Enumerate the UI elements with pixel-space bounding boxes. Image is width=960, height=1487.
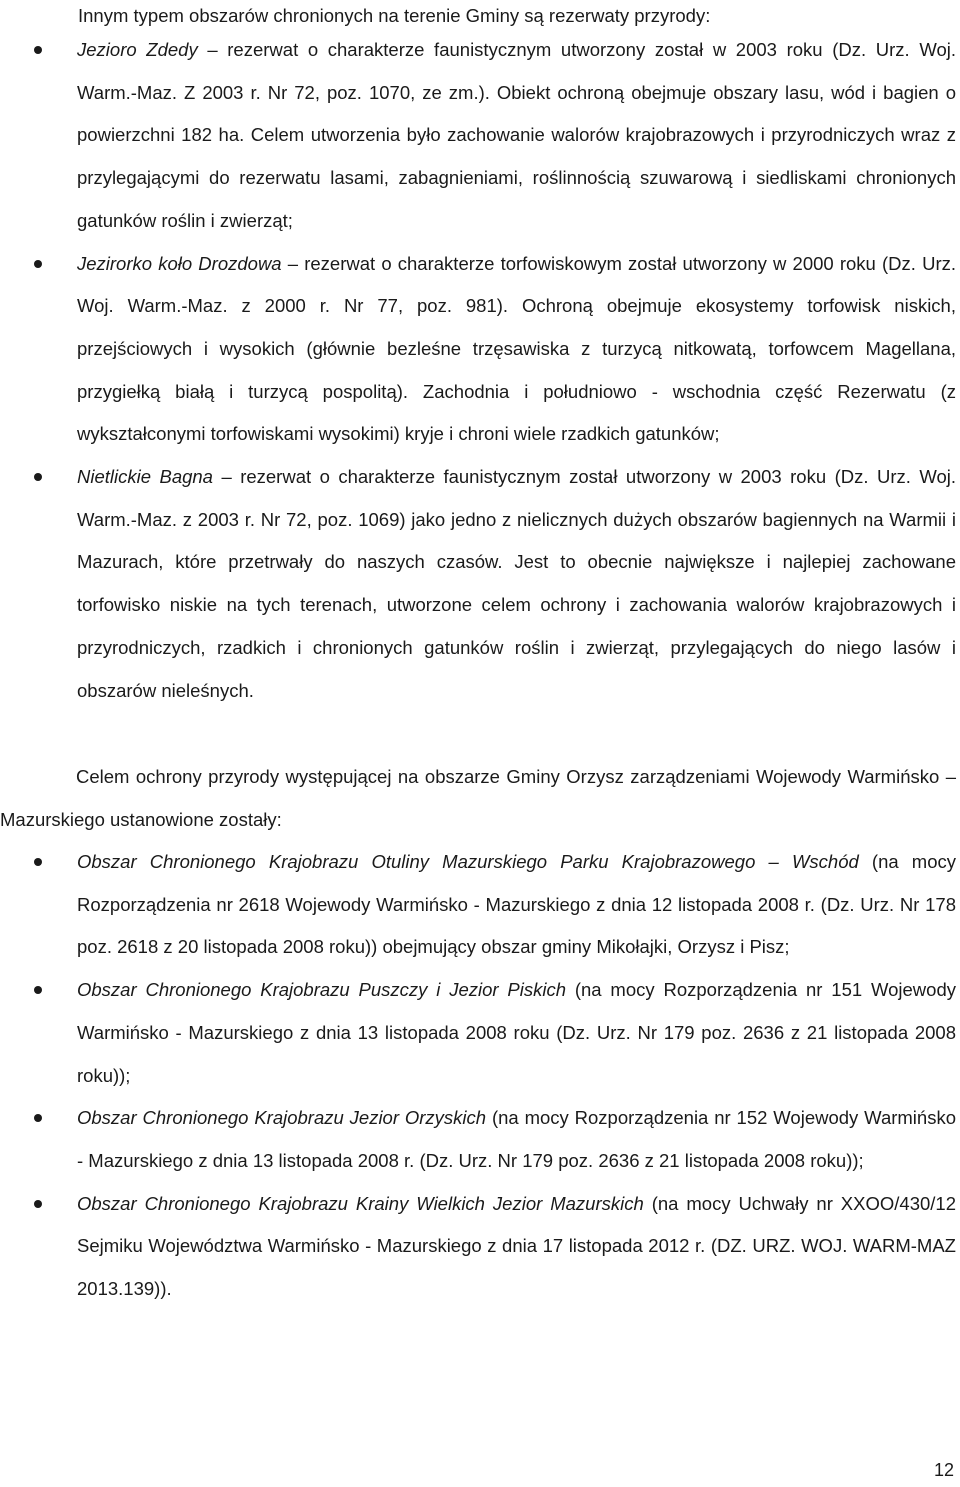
bullet-icon (34, 1114, 42, 1122)
list-item-otuliny-mazurskiego-parku (0, 841, 960, 969)
nature-reserves-list (0, 29, 960, 712)
area-description: (na mocy Uchwały nr XXOO/430/12 Sejmiku Województwa Warmińsko - Mazurskiego z dnia 17 listopada 2012 r. (DZ. URZ. WOJ. WARM-MAZ 2013.139)). (77, 1192, 956, 1300)
reserve-description: – rezerwat o charakterze faunistycznym utworzony został w 2003 roku (Dz. Urz. Woj. Warm.-Maz. Z 2003 r. Nr 72, poz. 1070, ze zm.). Obiekt ochroną obejmuje obszary lasu, wód i bagien o powierzchni 182 ha. Celem utworzenia było zachowanie walorów krajobrazowych i przyrodniczych wraz z przylegającymi do rezerwatu lasami, zabagnieniami, roślinnością szuwarową i siedliskami chronionych gatunków roślin i zwierząt; (77, 39, 956, 231)
bullet-icon (34, 473, 42, 481)
list-item-nietlickie-bagna (0, 456, 960, 712)
area-name: Obszar Chronionego Krajobrazu Krainy Wielkich Jezior Mazurskich (77, 1192, 644, 1214)
bullet-icon (34, 260, 42, 268)
closing-text: Celem ochrony przyrody występującej na obszarze Gminy Orzysz zarządzeniami Wojewody Warmińsko – Mazurskiego ustanowione zostały: (0, 766, 956, 830)
closing-paragraph (0, 756, 956, 841)
list-item-jezior-orzyskich (0, 1097, 960, 1182)
protected-landscape-areas-list (0, 841, 960, 1311)
bullet-icon (34, 1200, 42, 1208)
list-item-krainy-wielkich-jezior (0, 1183, 960, 1311)
bullet-icon (34, 858, 42, 866)
bullet-icon (34, 986, 42, 994)
area-description: (na mocy Rozporządzenia nr 151 Wojewody Warmińsko - Mazurskiego z dnia 13 listopada 2008 roku (Dz. Urz. Nr 179 poz. 2636 z 21 listopada 2008 roku)); (77, 979, 956, 1086)
page-number: 12 (933, 1460, 954, 1480)
intro-paragraph: Innym typem obszarów chronionych na terenie Gminy są rezerwaty przyrody: (78, 5, 711, 26)
area-name: Obszar Chronionego Krajobrazu Puszczy i Jezior Piskich (77, 979, 567, 1001)
area-description: (na mocy Rozporządzenia nr 152 Wojewody Warmińsko - Mazurskiego z dnia 13 listopada 2008 r. (Dz. Urz. Nr 179 poz. 2636 z 21 listopada 2008 roku)); (77, 1107, 956, 1171)
reserve-name: Jezioro Zdedy (77, 39, 198, 60)
area-name: Obszar Chronionego Krajobrazu Otuliny Mazurskiego Parku Krajobrazowego – Wschód (77, 851, 859, 872)
area-description: (na mocy Rozporządzenia nr 2618 Wojewody Warmińsko - Mazurskiego z dnia 12 listopada 2008 r. (Dz. Urz. Nr 178 poz. 2618 z 20 listopada 2008 roku)) obejmujący obszar gminy Mikołajki, Orzysz i Pisz; (77, 851, 957, 958)
reserve-name: Jezirorko koło Drozdowa (77, 252, 282, 274)
reserve-name: Nietlickie Bagna (77, 466, 213, 488)
reserve-description: – rezerwat o charakterze torfowiskowym został utworzony w 2000 roku (Dz. Urz. Woj. Warm.-Maz. z 2000 r. Nr 77, poz. 981). Ochroną obejmuje ekosystemy torfowisk niskich, przejściowych i wysokich (głównie bezleśne trzęsawiska z turzycą nitkowatą, torfowcem Magellana, przygiełką białą i turzycą pospolitą). Zachodnia i południowo - wschodnia część Rezerwatu (z wykształconymi torfowiskami wysokimi) kryje i chroni wiele rzadkich gatunków; (77, 252, 956, 445)
area-name: Obszar Chronionego Krajobrazu Jezior Orzyskich (77, 1107, 487, 1129)
reserve-description: – rezerwat o charakterze faunistycznym został utworzony w 2003 roku (Dz. Urz. Woj. Warm.-Maz. z 2003 r. Nr 72, poz. 1069) jako jedno z nielicznych dużych obszarów bagiennych na Warmii i Mazurach, które przetrwały do naszych czasów. Jest to obecnie największe i najlepiej zachowane torfowisko niskie na tych terenach, utworzone celem ochrony i zachowania walorów krajobrazowych i przyrodniczych, rzadkich i chronionych gatunków roślin i zwierząt, przylegających do niego lasów i obszarów nieleśnych. (77, 466, 956, 701)
list-item-jezioro-zdedy (0, 29, 960, 243)
bullet-icon (34, 46, 42, 54)
list-item-puszczy-i-jezior-piskich (0, 969, 960, 1097)
list-item-jezirorko-kolo-drozdowa (0, 243, 960, 457)
